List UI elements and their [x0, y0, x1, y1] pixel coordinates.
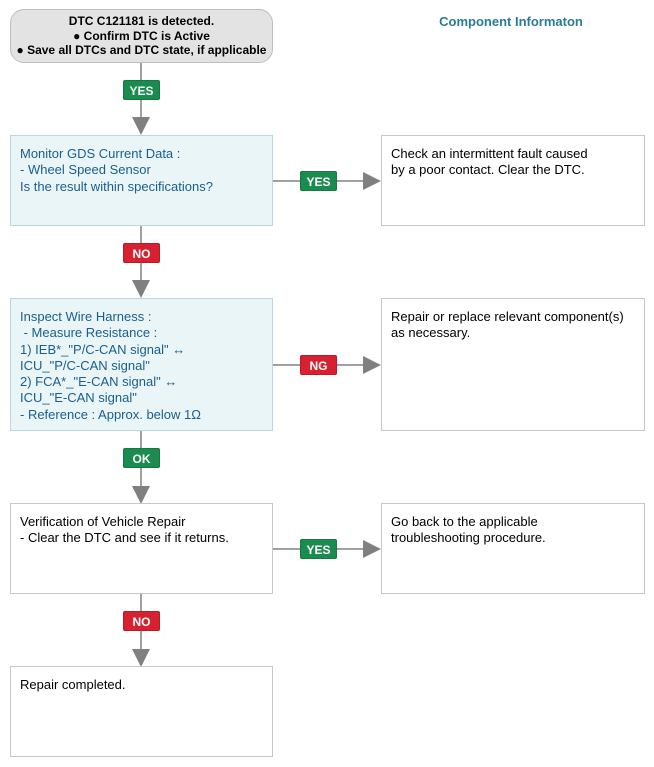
side-text: Repair or replace relevant component(s) — [391, 309, 624, 324]
step-text: 2) FCA*_"E-CAN signal" ↔ — [20, 374, 178, 390]
no-badge: NO — [123, 243, 160, 263]
step-text: Repair completed. — [20, 677, 126, 692]
yes-badge: YES — [300, 539, 337, 559]
arrow-down-3 — [132, 486, 150, 504]
yes-badge: YES — [123, 80, 160, 100]
side-box-intermittent-fault — [381, 135, 645, 226]
step-text: Monitor GDS Current Data : — [20, 146, 181, 161]
no-badge: NO — [123, 611, 160, 631]
step-inspect-wire-harness — [10, 298, 273, 431]
start-node — [10, 9, 273, 63]
step-text: Inspect Wire Harness : — [20, 309, 152, 324]
step-text: Is the result within specifications? — [20, 178, 213, 194]
step-text: 1) IEB*_"P/C-CAN signal" ↔ — [20, 341, 186, 357]
side-text: Go back to the applicable — [391, 514, 538, 529]
arrow-right-3 — [363, 540, 381, 558]
step-text: ICU_"P/C-CAN signal" — [20, 357, 150, 373]
arrow-right-1 — [363, 172, 381, 190]
step-text: Verification of Vehicle Repair — [20, 514, 186, 529]
ng-badge: NG — [300, 355, 337, 375]
step-text: - Wheel Speed Sensor — [20, 162, 151, 178]
step-text: ICU_"E-CAN signal" — [20, 390, 137, 406]
start-line-2: ● Confirm DTC is Active — [73, 28, 210, 43]
arrow-down-4 — [132, 649, 150, 667]
arrow-right-2 — [363, 356, 381, 374]
side-box-repair-replace — [381, 298, 645, 431]
step-text: - Clear the DTC and see if it returns. — [20, 530, 229, 546]
side-text: Check an intermittent fault caused — [391, 146, 588, 161]
side-box-go-back — [381, 503, 645, 594]
component-information-title: Component Informaton — [439, 14, 583, 29]
step-text: - Reference : Approx. below 1Ω — [20, 406, 201, 422]
yes-badge: YES — [300, 171, 337, 191]
step-monitor-gds — [10, 135, 273, 226]
step-text: - Measure Resistance : — [20, 325, 158, 341]
arrow-down-2 — [132, 280, 150, 298]
side-text: by a poor contact. Clear the DTC. — [391, 162, 585, 178]
arrow-down-1 — [132, 117, 150, 135]
start-line-1: DTC C121181 is detected. — [68, 14, 215, 28]
side-text: troubleshooting procedure. — [391, 530, 546, 546]
start-line-3: ● Save all DTCs and DTC state, if applicable — [16, 43, 267, 57]
step-repair-completed — [10, 666, 273, 757]
step-verification — [10, 503, 273, 594]
ok-badge: OK — [123, 448, 160, 468]
side-text: as necessary. — [391, 325, 471, 341]
